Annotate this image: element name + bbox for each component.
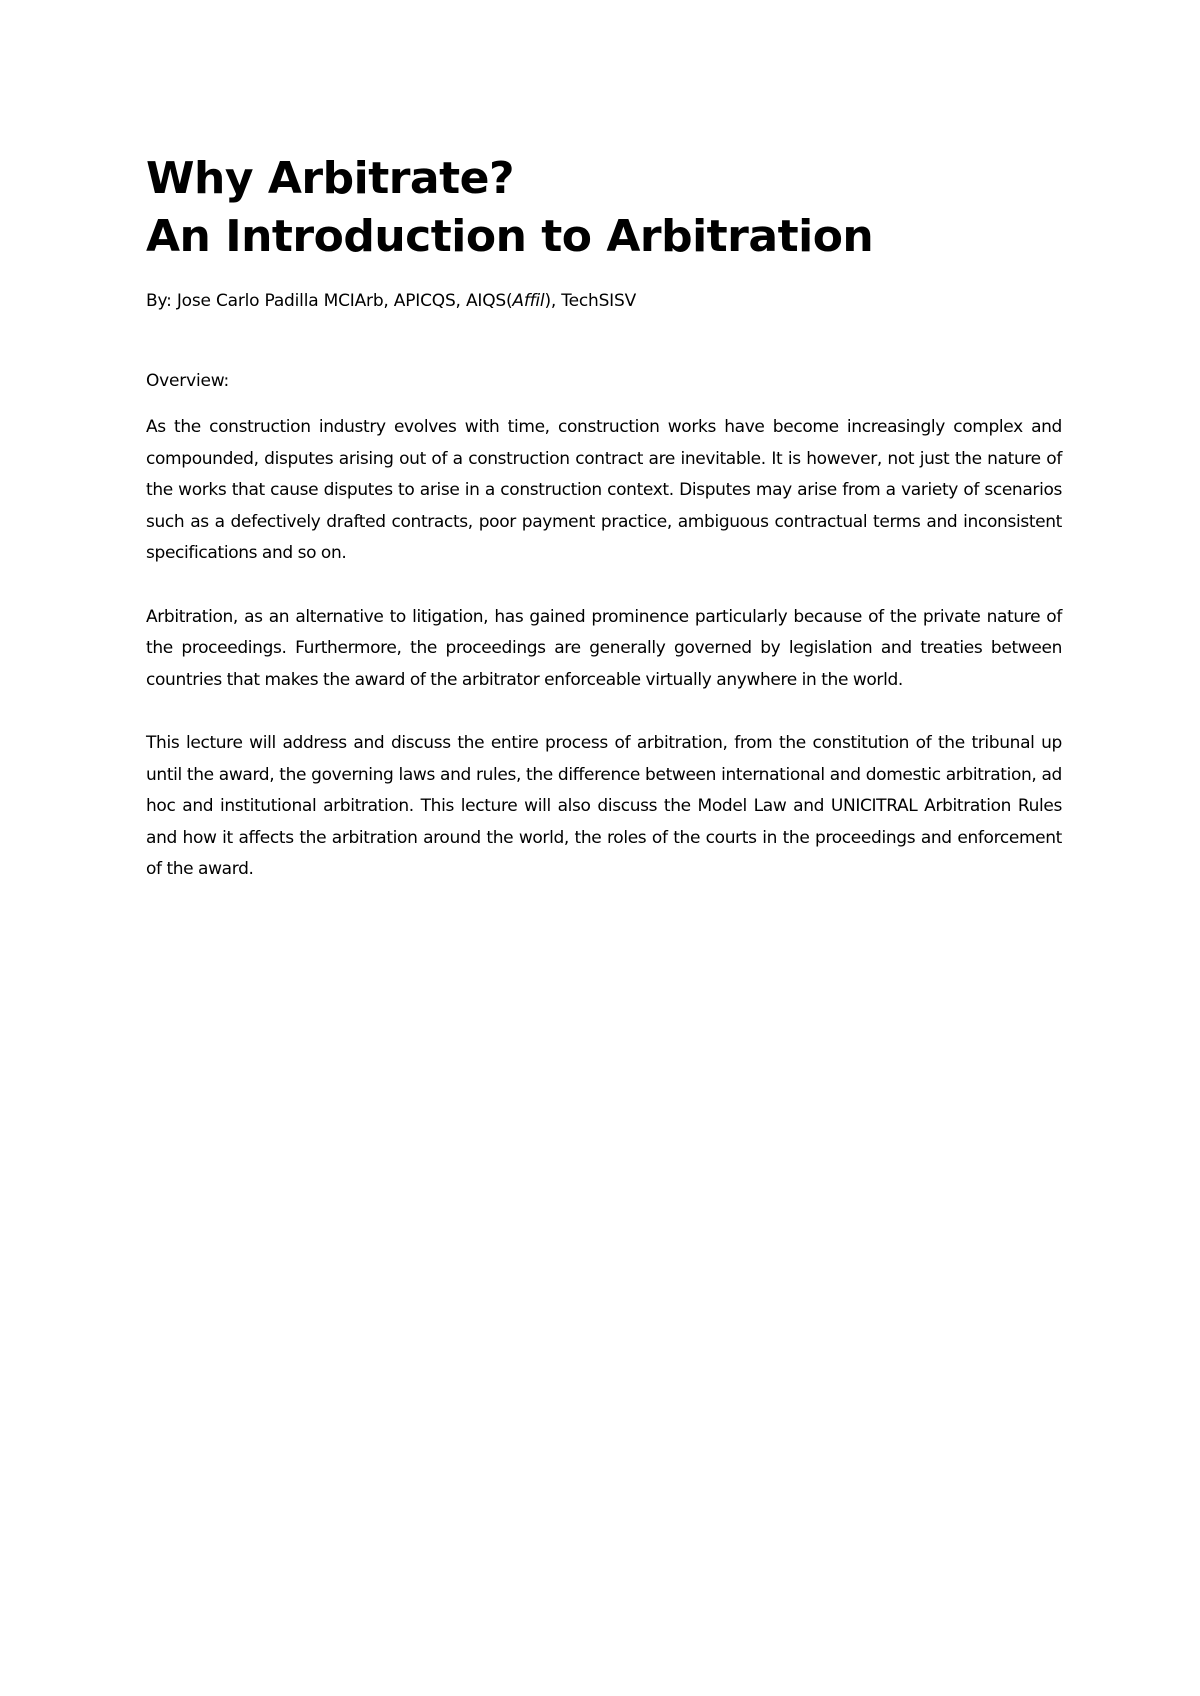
title-line-2: An Introduction to Arbitration xyxy=(146,211,874,262)
title-line-1: Why Arbitrate? xyxy=(146,153,515,204)
overview-heading: Overview: xyxy=(146,371,230,391)
author-byline xyxy=(146,288,1062,314)
byline-suffix: ), TechSISV xyxy=(544,291,636,311)
paragraph-1: As the construction industry evolves with time, construction works have become increasingly complex and compounded, disputes arising out of a construction contract are inevitable. It is however, not just the nature of the works that cause disputes to arise in a construction context. Disputes may arise from a variety of scenarios such as a defectively drafted contracts, poor payment practice, ambiguous contractual terms and inconsistent specifications and so on. xyxy=(146,417,1062,563)
paragraph-2: Arbitration, as an alternative to litigation, has gained prominence particularly because of the private nature of the proceedings. Furthermore, the proceedings are generally governed by legislation and treaties between countries that makes the award of the arbitrator enforceable virtually anywhere in the world. xyxy=(146,606,1062,690)
document-body xyxy=(146,150,1062,886)
byline-affil: Affil xyxy=(512,291,545,311)
document-title xyxy=(146,150,1062,266)
byline-prefix: By: Jose Carlo Padilla MCIArb, APICQS, AIQS( xyxy=(146,291,513,311)
paragraph-3: This lecture will address and discuss the entire process of arbitration, from the constitution of the tribunal up until the award, the governing laws and rules, the difference between international and domestic arbitration, ad hoc and institutional arbitration. This lecture will also discuss the Model Law and UNICITRAL Arbitration Rules and how it affects the arbitration around the world, the roles of the courts in the proceedings and enforcement of the award. xyxy=(146,733,1062,879)
